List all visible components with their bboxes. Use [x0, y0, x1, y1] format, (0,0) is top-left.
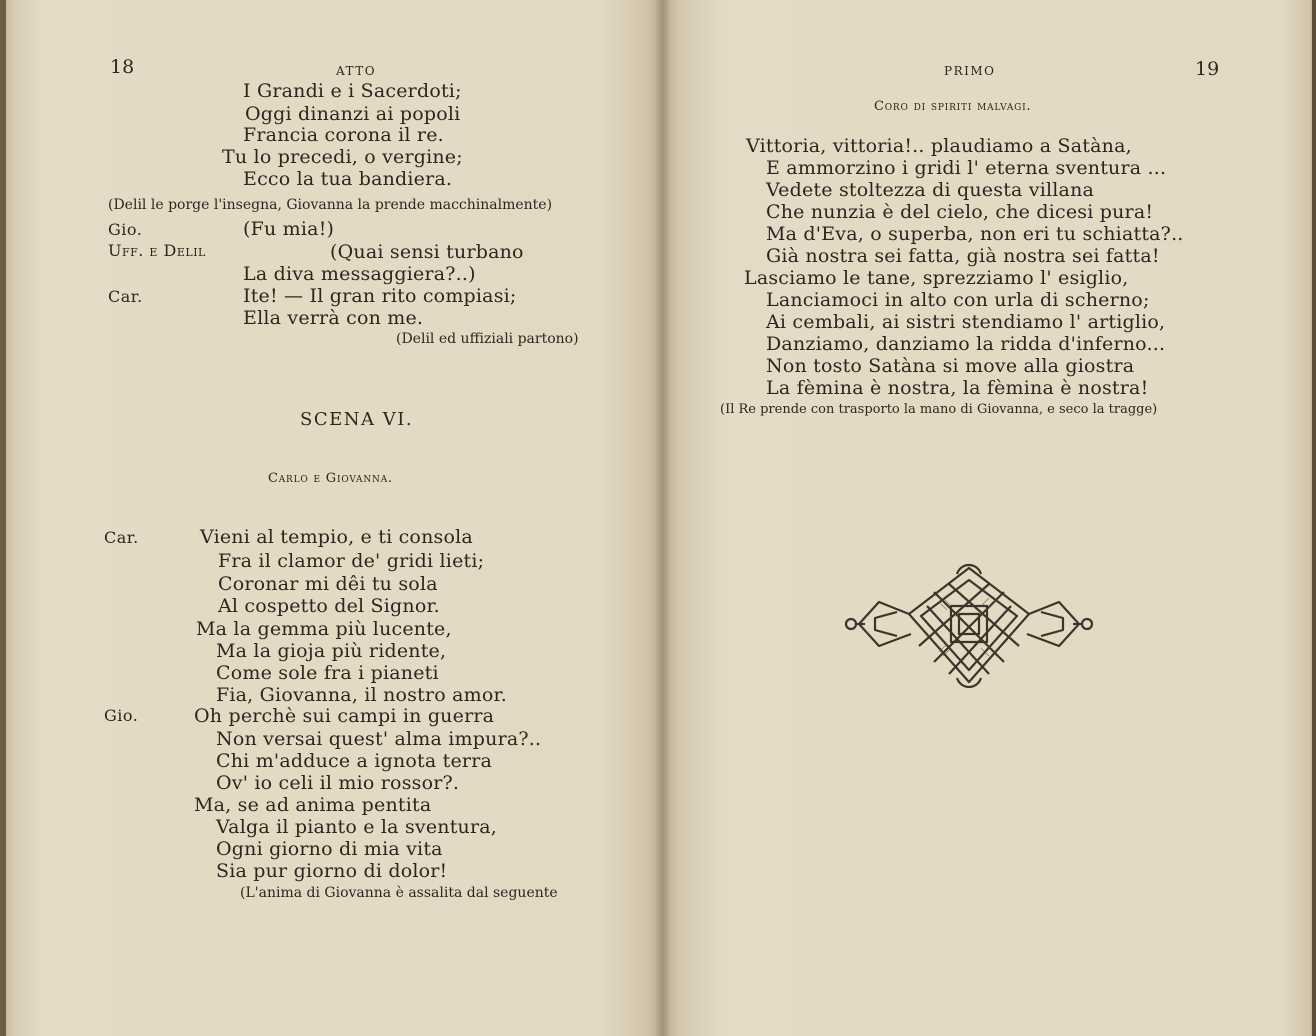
verse-line: Vedete stoltezza di questa villana [766, 179, 1095, 201]
verse-line: Oggi dinanzi ai popoli [245, 103, 461, 125]
verse-line: La diva messaggiera?..) [243, 263, 476, 285]
stage-direction: (Delil ed uffiziali partono) [396, 331, 579, 347]
verse-line: Fra il clamor de' gridi lieti; [218, 550, 485, 572]
verse-line: (Fu mia!) [243, 218, 335, 240]
speaker-name: Gio. [104, 706, 139, 725]
verse-line: E ammorzino i gridi l' eterna sventura ... [766, 157, 1167, 179]
verse-line: Lasciamo le tane, sprezziamo l' esiglio, [744, 267, 1129, 289]
speaker-name: Uff. e Delil [108, 241, 206, 260]
running-head: ATTO [336, 64, 377, 78]
page-number: 19 [1195, 58, 1220, 80]
verse-line: Tu lo precedi, o vergine; [222, 146, 463, 168]
verse-line: Lanciamoci in alto con urla di scherno; [766, 289, 1150, 311]
verse-line: Danziamo, danziamo la ridda d'inferno... [766, 333, 1166, 355]
speaker-name: Car. [104, 528, 139, 547]
verse-line: Francia corona il re. [243, 124, 444, 146]
scene-cast: Carlo e Giovanna. [268, 471, 393, 486]
stage-direction: (L'anima di Giovanna è assalita dal seguente [240, 885, 558, 901]
verse-line: Ma, se ad anima pentita [194, 794, 432, 816]
page-number: 18 [110, 56, 135, 78]
verse-line: Vieni al tempio, e ti consola [200, 526, 473, 548]
knotwork-ornament-icon [839, 562, 1099, 692]
verse-line: Ite! — Il gran rito compiasi; [243, 285, 517, 307]
verse-line: Che nunzia è del cielo, che dicesi pura! [766, 201, 1154, 223]
verse-line: Vittoria, vittoria!.. plaudiamo a Satàna, [746, 135, 1132, 157]
verse-line: Ma d'Eva, o superba, non eri tu schiatta?.. [766, 223, 1184, 245]
verse-line: Ma la gemma più lucente, [196, 618, 452, 640]
stage-direction: (Delil le porge l'insegna, Giovanna la prende macchinalmente) [108, 197, 553, 213]
verse-line: I Grandi e i Sacerdoti; [243, 80, 462, 102]
verse-line: Sia pur giorno di dolor! [216, 860, 448, 882]
book-edge-left [0, 0, 6, 1036]
verse-line: Coronar mi dêi tu sola [218, 573, 438, 595]
verse-line: Oh perchè sui campi in guerra [194, 705, 495, 727]
speaker-name: Gio. [108, 220, 143, 239]
verse-line: Valga il pianto e la sventura, [216, 816, 498, 838]
running-head: PRIMO [944, 64, 996, 78]
chorus-heading: Coro di spiriti malvagi. [874, 99, 1032, 114]
speaker-name: Car. [108, 287, 143, 306]
book-gutter [655, 0, 671, 1036]
verse-line: Al cospetto del Signor. [218, 595, 440, 617]
verse-line: Ov' io celi il mio rossor?. [216, 772, 460, 794]
verse-line: Già nostra sei fatta, già nostra sei fatta! [766, 245, 1160, 267]
verse-line: Ecco la tua bandiera. [243, 168, 453, 190]
scene-title: SCENA VI. [300, 409, 414, 430]
verse-line: Fia, Giovanna, il nostro amor. [216, 684, 507, 706]
verse-line: Chi m'adduce a ignota terra [216, 750, 493, 772]
verse-line: La fèmina è nostra, la fèmina è nostra! [766, 377, 1149, 399]
verse-line: Non tosto Satàna si move alla giostra [766, 355, 1135, 377]
verse-line: Ma la gioja più ridente, [216, 640, 447, 662]
stage-direction: (Il Re prende con trasporto la mano di Giovanna, e seco la tragge) [720, 402, 1158, 417]
verse-line: (Quai sensi turbano [330, 241, 524, 263]
verse-line: Ella verrà con me. [243, 307, 424, 329]
verse-line: Ogni giorno di mia vita [216, 838, 443, 860]
verse-line: Ai cembali, ai sistri stendiamo l' artiglio, [766, 311, 1166, 333]
verse-line: Non versai quest' alma impura?.. [216, 728, 542, 750]
right-page [662, 0, 1316, 1036]
verse-line: Come sole fra i pianeti [216, 662, 439, 684]
book-edge-right [1312, 0, 1316, 1036]
